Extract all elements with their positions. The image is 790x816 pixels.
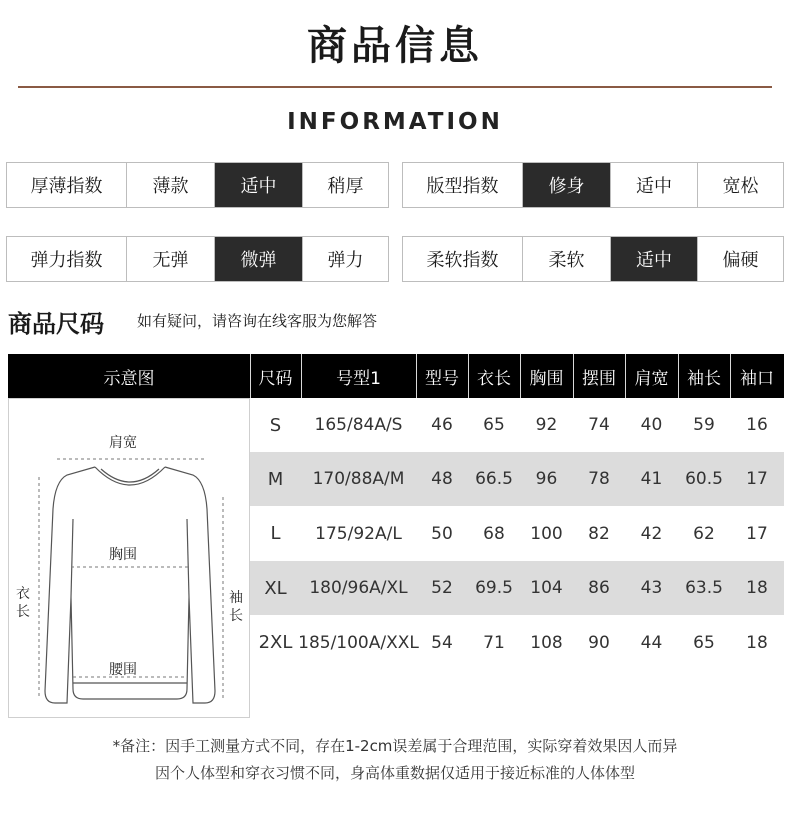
table-row [250,398,784,452]
cell-cuff: 18 [746,632,768,653]
cell-cuff: 18 [746,578,768,599]
sweater-diagram [8,398,250,718]
softness-index-label: 柔软指数 [403,237,523,281]
thickness-option-2: 适中 [215,163,303,207]
footer-note-2: 因个人体型和穿衣习惯不同，身高体重数据仅适用于接近标准的人体体型 [154,764,635,782]
cell-chest: 92 [535,415,558,435]
softness-option-1: 柔软 [523,237,611,281]
col-diagram: 示意图 [103,368,155,389]
cell-hem: 74 [588,415,610,435]
cell-cuff: 16 [746,415,768,435]
table-row [250,616,784,670]
sleeve-label: 袖长 [229,590,243,624]
size-section-title: 商品尺码 [8,310,104,338]
col-spec: 号型1 [336,368,381,389]
col-length: 衣长 [477,368,511,389]
cell-shoulder: 43 [640,578,663,599]
stretch-index-label: 弹力指数 [7,237,127,281]
cell-cuff: 17 [746,469,768,490]
cell-length: 71 [483,632,505,653]
cell-shoulder: 40 [640,415,663,435]
cell-spec: 170/88A/M [312,469,405,490]
cell-spec: 165/84A/S [314,415,403,435]
cell-model: 54 [431,632,453,653]
size-table-header [8,354,784,398]
cell-size: XL [264,577,287,599]
cell-chest: 104 [530,578,563,599]
title-divider [18,86,772,88]
cell-length: 66.5 [475,469,513,490]
table-row [250,452,784,506]
col-hem: 摆围 [582,368,616,389]
fit-option-2: 适中 [611,163,698,207]
cell-sleeve: 63.5 [685,578,723,599]
col-shoulder: 肩宽 [634,368,669,389]
cell-size: L [270,523,281,545]
fit-index-label: 版型指数 [403,163,523,207]
cell-shoulder: 44 [640,632,663,653]
col-size: 尺码 [258,368,293,389]
cell-spec: 175/92A/L [315,523,402,544]
stretch-option-3: 弹力 [327,250,364,271]
length-label: 衣长 [16,586,30,620]
softness-index [402,236,784,282]
fit-option-3: 宽松 [722,176,759,197]
cell-spec: 180/96A/XL [309,578,408,599]
table-row [250,507,784,561]
cell-shoulder: 42 [640,523,663,544]
cell-model: 48 [431,469,453,490]
col-sleeve: 袖长 [687,368,721,389]
fit-index [402,162,784,208]
cell-size: M [267,468,284,490]
cell-spec: 185/100A/XXL [298,632,419,653]
shoulder-label: 肩宽 [109,435,137,451]
cell-length: 65 [483,415,505,435]
thickness-option-1: 薄款 [127,163,215,207]
cell-chest: 108 [530,632,563,653]
cell-chest: 96 [535,469,558,490]
col-chest: 胸围 [529,368,564,389]
stretch-option-1: 无弹 [127,237,215,281]
cell-sleeve: 65 [693,632,715,653]
waist-label: 腰围 [109,662,137,678]
cell-hem: 90 [588,632,610,653]
footer-note-1: *备注：因手工测量方式不同，存在1-2cm误差属于合理范围，实际穿着效果因人而异 [112,737,678,755]
cell-sleeve: 60.5 [685,469,723,490]
cell-cuff: 17 [746,523,768,544]
cell-length: 69.5 [475,578,513,599]
cell-model: 52 [431,578,453,599]
page-title: 商品信息 [307,23,483,69]
cell-hem: 82 [588,523,610,544]
thickness-index [6,162,389,208]
cell-model: 50 [431,523,453,544]
cell-length: 68 [483,523,505,544]
cell-sleeve: 59 [693,415,715,435]
cell-size: S [269,414,282,436]
size-section-note: 如有疑问，请咨询在线客服为您解答 [137,312,378,330]
table-row [250,561,784,615]
thickness-option-3: 稍厚 [327,176,364,197]
col-cuff: 袖口 [740,368,774,389]
chest-label: 胸围 [109,547,137,563]
stretch-index [6,236,389,282]
cell-sleeve: 62 [693,523,715,544]
stretch-option-2: 微弹 [215,237,303,281]
cell-chest: 100 [530,523,563,544]
cell-hem: 78 [588,469,610,490]
softness-option-3: 偏硬 [722,250,759,271]
page-subtitle: INFORMATION [287,109,503,135]
col-model: 型号 [425,368,459,389]
cell-size: 2XL [258,632,293,654]
fit-option-1: 修身 [523,163,611,207]
cell-shoulder: 41 [640,469,663,490]
cell-hem: 86 [588,578,610,599]
cell-model: 46 [431,415,453,435]
softness-option-2: 适中 [611,237,698,281]
thickness-index-label: 厚薄指数 [7,163,127,207]
